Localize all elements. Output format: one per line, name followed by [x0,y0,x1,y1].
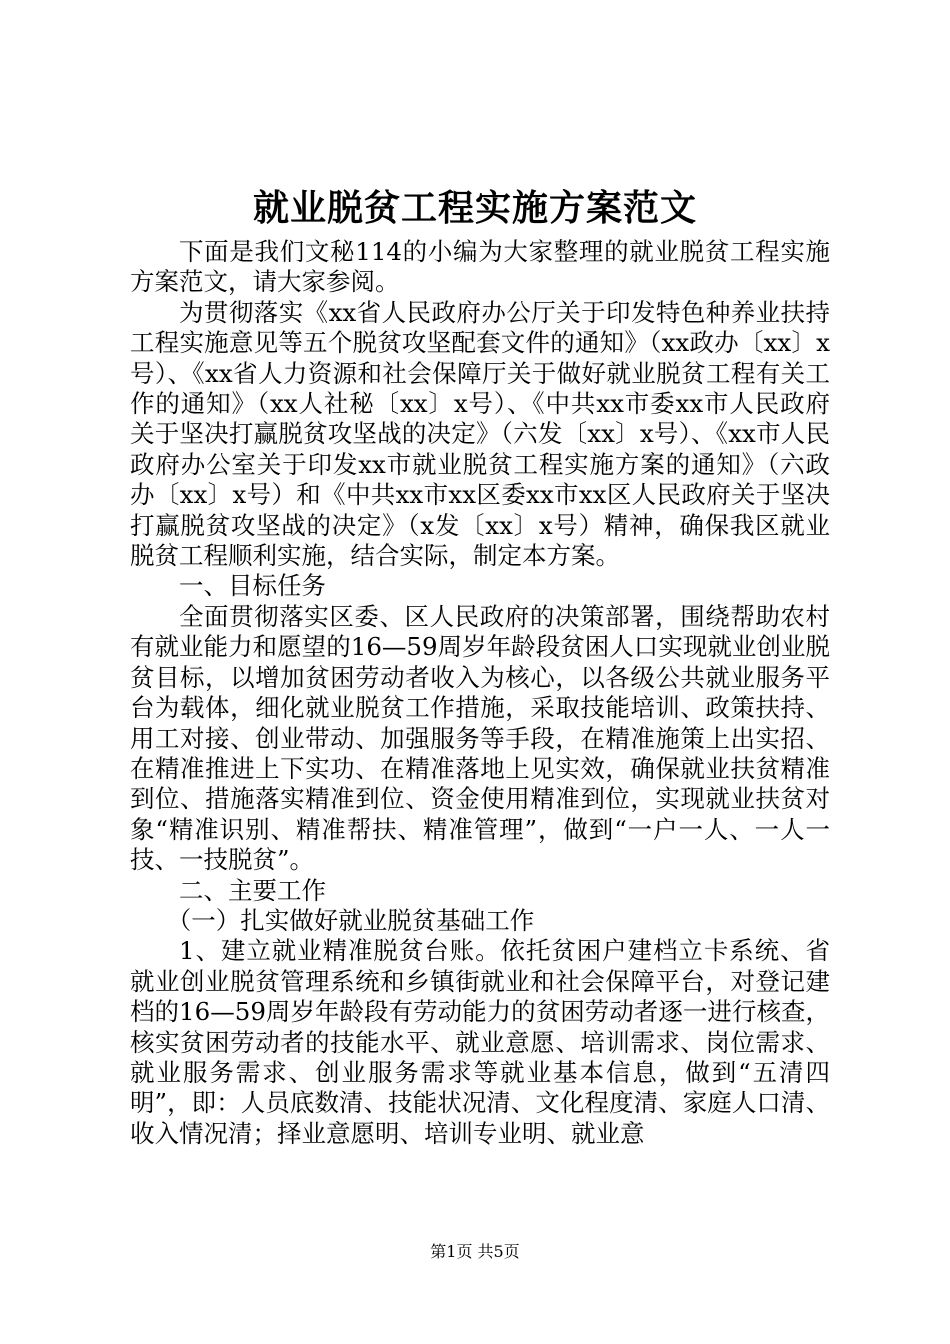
ledger-paragraph: 1、建立就业精准脱贫台账。依托贫困户建档立卡系统、省就业创业脱贫管理系统和乡镇街就业和社会保障平台，对登记建档的16—59周岁年龄段有劳动能力的贫困劳动者逐一进行核查，核实贫困劳动者的技能水平、就业意愿、培训需求、岗位需求、就业服务需求、创业服务需求等就业基本信息，做到“五清四明”，即：人员底数清、技能状况清、文化程度清、家庭人口清、收入情况清；择业意愿明、培训专业明、就业意 [130,936,830,1148]
page-number-footer: 第1页 共5页 [430,1242,520,1261]
goals-paragraph: 全面贯彻落实区委、区人民政府的决策部署，围绕帮助农村有就业能力和愿望的16—59周岁年龄段贫困人口实现就业创业脱贫目标，以增加贫困劳动者收入为核心，以各级公共就业服务平台为载体，细化就业脱贫工作措施，采取技能培训、政策扶持、用工对接、创业带动、加强服务等手段，在精准施策上出实招、在精准推进上下实功、在精准落地上见实效，确保就业扶贫精准到位、措施落实精准到位、资金使用精准到位，实现就业扶贫对象“精准识别、精准帮扶、精准管理”，做到“一户一人、一人一技、一技脱贫”。 [130,601,830,875]
background-paragraph: 为贯彻落实《xx省人民政府办公厅关于印发特色种养业扶持工程实施意见等五个脱贫攻坚配套文件的通知》（xx政办〔xx〕x号）、《xx省人力资源和社会保障厅关于做好就业脱贫工程有关工作的通知》（xx人社秘〔xx〕x号）、《中共xx市委xx市人民政府关于坚决打赢脱贫攻坚战的决定》（六发〔xx〕x号）、《xx市人民政府办公室关于印发xx市就业脱贫工程实施方案的通知》（六政办〔xx〕x号）和《中共xx市xx区委xx市xx区人民政府关于坚决打赢脱贫攻坚战的决定》（x发〔xx〕x号）精神，确保我区就业脱贫工程顺利实施，结合实际，制定本方案。 [130,297,830,571]
document-title: 就业脱贫工程实施方案范文 [252,187,697,229]
subsection-heading-foundation: （一）扎实做好就业脱贫基础工作 [166,905,535,935]
document-body [130,237,830,1149]
section-heading-main-work: 二、主要工作 [179,875,326,905]
intro-paragraph: 下面是我们文秘114的小编为大家整理的就业脱贫工程实施方案范文，请大家参阅。 [130,237,830,297]
section-heading-goals: 一、目标任务 [179,571,326,601]
